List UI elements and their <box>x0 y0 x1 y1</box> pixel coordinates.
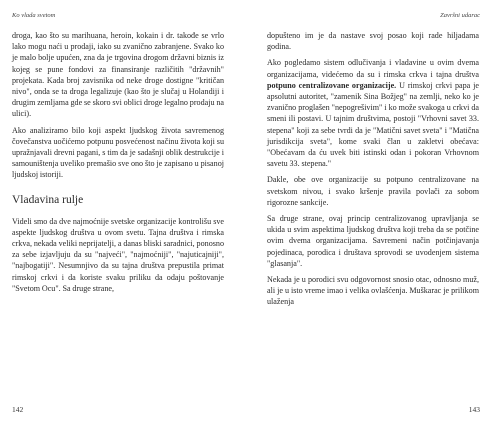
right-page <box>265 0 480 432</box>
left-paragraph-1: droga, kao što su marihuana, heroin, kokain i dr. takođe se vrlo lako mogu naći u prodaji, iako su zvanično zabranjene. Svako ko je malo bolje upućen, zna da je trgovina drogom državni biznis iz kojeg se pune fondovi za finansiranje različitih "državnih" projekata. Kada broj zavisnika od neke droge dostigne "kritičan nivo", onda se ta droga legalizuje (kao što je slučaj u Holandiji i drugim zemljama gde se skoro svi oblici droge legalno prodaju na ulici). <box>12 31 224 119</box>
section-heading: Vladavina rulje <box>12 193 84 206</box>
right-paragraph-5: Nekada je u porodici svu odgovornost snosio otac, odnosno muž, ali je u isto vreme imao i velika ovlašćenja. Muškarac je prilikom ulaženja <box>267 275 479 307</box>
left-paragraph-2: Ako analiziramo bilo koji aspekt ljudskog života savremenog čovečanstva uočićemo potpunu posvećenost načinu života koji su upražnjavali drevni pagani, s tim da je sadašnji oblik destrukcije i samouništenja uveliko premašio sve ono što je zapisano u pisanoj ljudskoj istoriji. <box>12 125 224 180</box>
left-page-number: 142 <box>12 405 24 414</box>
left-running-head: Ko vlada svetom <box>12 12 56 19</box>
left-page <box>12 0 227 432</box>
right-paragraph-2 <box>267 57 479 169</box>
right-paragraph-1: dopušteno im je da nastave svoj posao koji rade hiljadama godina. <box>267 31 479 52</box>
right-page-number: 143 <box>468 405 480 414</box>
left-page-body <box>12 30 224 299</box>
right-paragraph-3: Dakle, obe ove organizacije su potpuno centralizovane na svetskom nivou, i svako kršenje pravila povlači za sobom rigorozne sankcije. <box>267 175 479 207</box>
right-page-body <box>267 30 479 313</box>
right-paragraph-2-rest: U rimskoj crkvi papa je apsolutni autoritet, "zamenik Sina Božjeg" na zemlji, neko ko je zvanično proglašen "nepogrešivim" i ko može svakoga u crkvi da smeni ili postavi. U tajnim društvima, postoji "Vrhovni savet 33. stepena" koji za sebe tvrdi da je "Matični savet sveta" i "Matična jurisdikcija sveta", kome svaki član u zakletvi obećava: "Obećavam da ću uvek biti istinski odan i pokoran Vrhovnom savetu 33. stepena." <box>267 80 479 169</box>
right-paragraph-2-lead: Ako pogledamo sistem odlučivanja i vladavine u ovim dvema organizacijama, videćemo da su i rimska crkva i tajna društva <box>267 58 479 79</box>
right-paragraph-4: Sa druge strane, ovaj princip centralizovanog upravljanja se ukida u svim aspektima ljudskog društva koji treba da se potčine ovim dvema organizacijama. Savremeni način potčinjavanja pojedinaca, porodica i društava sprovodi se uvodenjem sistema "glasanja". <box>267 214 479 268</box>
right-running-head: Završni udarac <box>440 12 480 19</box>
left-paragraph-3: Videli smo da dve najmoćnije svetske organizacije kontrolišu sve aspekte ljudskog društva u ovom svetu. Tajna društva i rimska crkva, nekada veliki neprijatelji, a danas bliski saradnici, ponosno za sebe izjavljuju da su "najveći", "najmoćniji", "najuticajniji", "najbogatiji". Nesumnjivo da su tajna društva prepustila primat rimskoj crkvi i da koriste svaku priliku da odaju poštovanje "Svetom Ocu". Sa druge strane, <box>12 216 224 293</box>
right-paragraph-2-emphasis: potpuno centralizovane organizacije. <box>267 80 397 90</box>
